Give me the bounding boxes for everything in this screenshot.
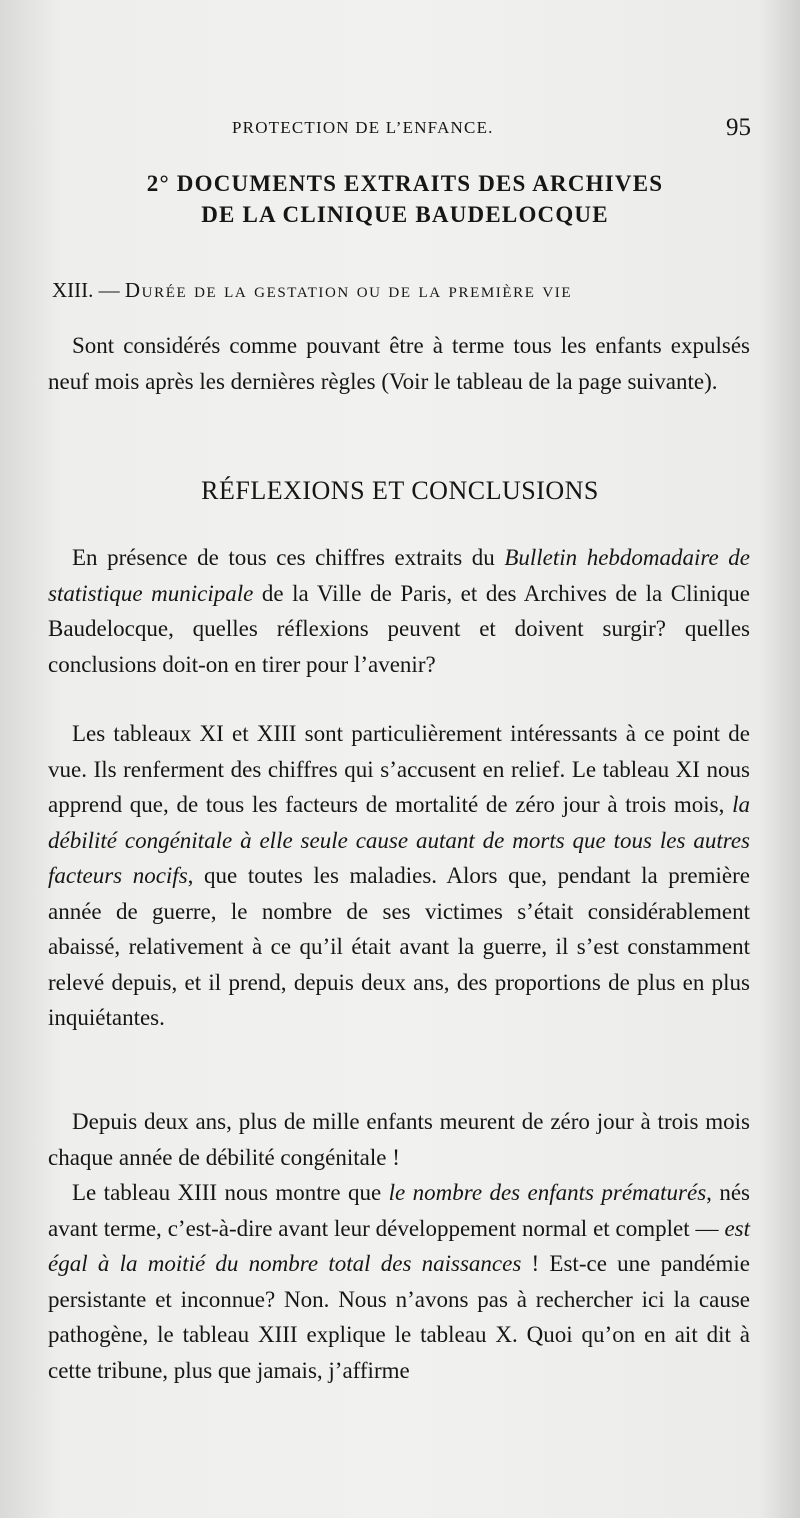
subsection-dash: — xyxy=(98,278,120,302)
section-title-line-2: DE LA CLINIQUE BAUDELOCQUE xyxy=(201,202,609,227)
paragraph-prematures-italic-1: le nombre des enfants prématurés xyxy=(388,1180,707,1205)
paragraph-presence-text-c: de la Ville de Paris, et des Archives de la Clinique Baudelocque, quelles réflexions peuvent et doivent surgir? quelles conclusions doit-on en tirer pour l’avenir? xyxy=(48,580,751,677)
paragraph-prematures-italic-2: est égal à la moitié du nombre total des naissances xyxy=(48,1215,750,1276)
paragraph-mille-enfants-text: Depuis deux ans, plus de mille enfants meurent de zéro jour à trois mois chaque année de débilité congénitale ! xyxy=(48,1109,750,1170)
paragraph-tableaux-text-c: , que toutes les maladies. Alors que, pendant la première année de guerre, le nombre de ses victimes s’était considérablement abaissé, relativement à ce qu’il était avant la guerre, il s’est constamment relevé depuis, et il prend, depuis deux ans, des proportions de plus en plus inquiétantes. xyxy=(48,863,750,1030)
subsection-heading xyxy=(52,278,752,303)
paragraph-prematures-text-a: Le tableau XIII nous montre que xyxy=(72,1180,389,1205)
paragraph-presence-italic: Bulletin hebdomadaire de statistique municipale xyxy=(48,545,750,606)
paragraph-prematures-text-c: , nés avant terme, c’est-à-dire avant leur développement normal et complet — xyxy=(48,1180,751,1241)
subsection-title: Durée de la gestation ou de la première vie xyxy=(124,278,573,302)
section-title-line-1: 2° DOCUMENTS EXTRAITS DES ARCHIVES xyxy=(146,171,664,196)
paragraph-gestation-text: Sont considérés comme pouvant être à terme tous les enfants expulsés neuf mois après les dernières règles (Voir le tableau de la page suivante). xyxy=(48,333,750,394)
paragraph-prematures xyxy=(48,1175,750,1388)
paragraph-tableaux xyxy=(48,716,750,1036)
paragraph-presence-text-a: En présence de tous ces chiffres extraits du xyxy=(72,545,505,570)
page-number: 95 xyxy=(726,114,751,141)
paragraph-tableaux-italic: la débilité congénitale à elle seule cause autant de morts que tous les autres facteurs nocifs xyxy=(48,792,750,888)
running-head-title: PROTECTION DE L’ENFANCE. xyxy=(232,118,494,137)
running-head xyxy=(0,114,800,144)
paragraph-mille-enfants xyxy=(48,1104,750,1175)
paragraph-tableaux-text-a: Les tableaux XI et XIII sont particulièrement intéressants à ce point de vue. Ils renferment des chiffres qui s’accusent en relief. Le tableau XI nous apprend que, de tous les facteurs de mortalité de zéro jour à trois mois, xyxy=(48,721,750,817)
paragraph-presence xyxy=(48,540,750,682)
section-title xyxy=(60,168,750,230)
subsection-number: XIII. xyxy=(52,278,94,302)
paragraph-prematures-text-e: ! Est-ce une pandémie persistante et inconnue? Non. Nous n’avons pas à rechercher ici la cause pathogène, le tableau XIII explique le tableau X. Quoi qu’on en ait dit à cette tribune, plus que jamais, j’affirme xyxy=(48,1251,750,1383)
conclusions-heading: RÉFLEXIONS ET CONCLUSIONS xyxy=(201,476,599,505)
paragraph-gestation xyxy=(48,328,750,399)
